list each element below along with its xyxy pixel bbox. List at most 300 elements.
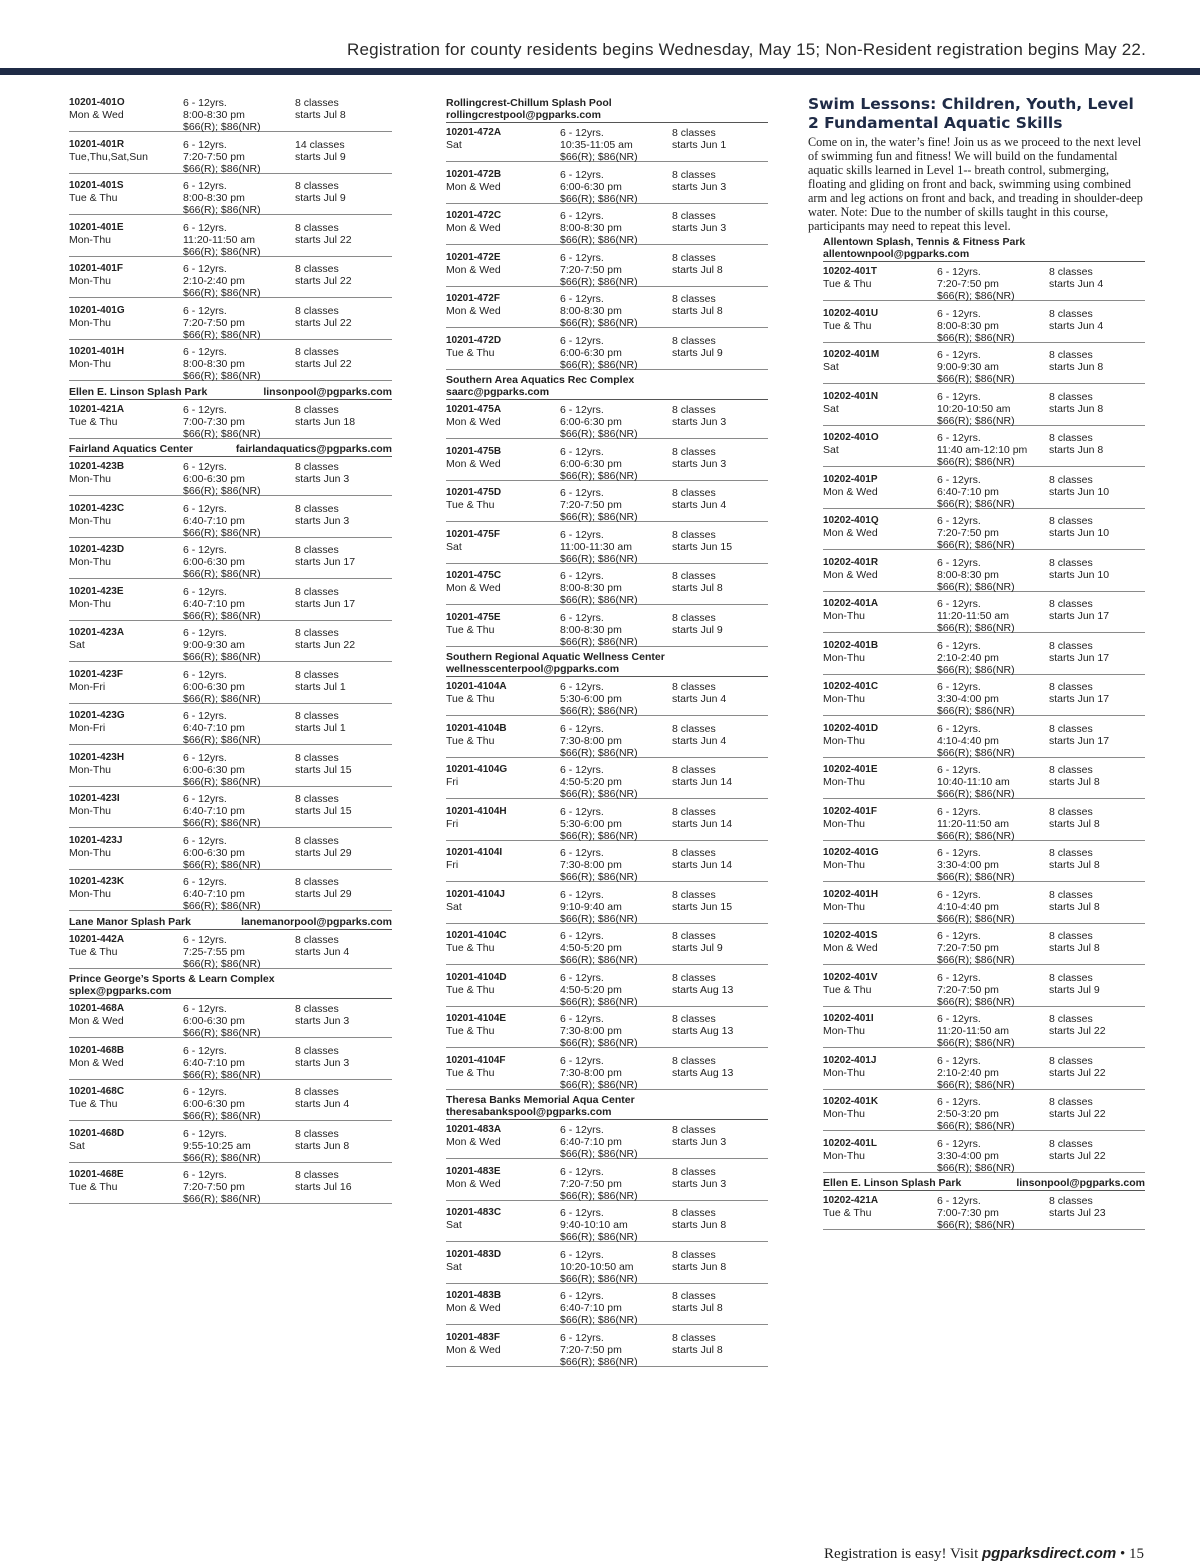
course-code[interactable]: 10201-483C — [446, 1207, 502, 1218]
class-time: 10:40-11:10 am — [937, 776, 1010, 788]
course-code[interactable]: 10201-423G — [69, 710, 125, 721]
listing-id-cell — [823, 1138, 937, 1174]
class-count: 8 classes — [1049, 473, 1093, 486]
class-count: 8 classes — [295, 933, 339, 946]
start-date: starts Jul 22 — [295, 233, 352, 246]
class-time: 7:30-8:00 pm — [560, 734, 622, 747]
age-range: 6 - 12yrs. — [560, 722, 604, 735]
meeting-days: Mon & Wed — [446, 416, 501, 428]
class-count: 8 classes — [295, 544, 339, 556]
class-fee: $66(R); $86(NR) — [183, 328, 261, 341]
course-code[interactable]: 10202-401V — [823, 971, 878, 983]
page-number: 15 — [1129, 1546, 1144, 1562]
location-email[interactable]: wellnesscenterpool@pgparks.com — [446, 663, 620, 675]
class-time: 8:00-8:30 pm — [937, 319, 999, 332]
course-code[interactable]: 10202-401I — [823, 1013, 874, 1024]
start-date: starts Jul 22 — [295, 275, 352, 287]
page-footer — [824, 1545, 1144, 1563]
course-code[interactable]: 10202-401U — [823, 307, 879, 319]
course-code[interactable]: 10201-4104A — [446, 681, 507, 692]
course-code[interactable]: 10201-468C — [69, 1086, 125, 1097]
listing-details-cell — [183, 461, 295, 497]
course-code[interactable]: 10201-423I — [69, 793, 120, 804]
location-email[interactable]: linsonpool@pgparks.com — [263, 385, 392, 398]
course-code[interactable]: 10202-401L — [823, 1137, 877, 1149]
listing-schedule-cell — [672, 764, 768, 800]
course-code[interactable]: 10201-4104B — [446, 722, 507, 734]
class-listing — [446, 208, 768, 245]
meeting-days: Sat — [823, 444, 839, 456]
listing-schedule-cell — [1049, 847, 1145, 883]
start-date: starts Jul 8 — [1049, 859, 1100, 871]
listing-schedule-cell — [295, 1086, 392, 1122]
course-code[interactable]: 10202-401J — [823, 1054, 877, 1066]
listing-id-cell — [823, 972, 937, 1008]
class-listing — [446, 887, 768, 924]
course-code[interactable]: 10201-472F — [446, 293, 500, 304]
listing-schedule-cell — [672, 487, 768, 523]
listing-details-cell — [183, 710, 295, 746]
meeting-days: Mon & Wed — [446, 457, 501, 470]
listing-id-cell — [69, 222, 183, 258]
listing-id-cell — [69, 404, 183, 440]
location-name: Lane Manor Splash Park — [69, 915, 191, 928]
class-time: 6:40-7:10 pm — [183, 514, 245, 527]
location-email[interactable]: theresabankspool@pgparks.com — [446, 1106, 612, 1118]
start-date: starts Jul 9 — [295, 192, 346, 204]
listing-details-cell — [560, 681, 672, 717]
class-time: 6:00-6:30 pm — [183, 680, 245, 693]
listing-id-cell — [69, 544, 183, 580]
meeting-days: Mon-Thu — [823, 651, 866, 664]
course-code[interactable]: 10201-472B — [446, 168, 502, 180]
listing-id-cell — [823, 432, 937, 468]
course-code[interactable]: 10201-4104I — [446, 847, 503, 858]
class-count: 8 classes — [295, 97, 339, 109]
listing-schedule-cell — [295, 305, 392, 341]
start-date: starts Jun 8 — [1049, 402, 1104, 415]
meeting-days: Mon & Wed — [823, 485, 878, 498]
course-code[interactable]: 10201-423H — [69, 751, 125, 763]
footer-website-link[interactable]: pgparksdirect.com — [982, 1545, 1117, 1562]
class-count: 8 classes — [672, 127, 716, 139]
listing-details-cell — [560, 930, 672, 966]
class-count: 8 classes — [295, 180, 339, 192]
course-code[interactable]: 10201-4104J — [446, 888, 505, 900]
age-range: 6 - 12yrs. — [937, 1195, 981, 1207]
class-listing — [446, 444, 768, 481]
listing-schedule-cell — [1049, 764, 1145, 800]
class-count: 8 classes — [672, 930, 716, 942]
listing-id-cell — [446, 252, 560, 288]
age-range: 6 - 12yrs. — [183, 876, 227, 888]
course-code[interactable]: 10202-401T — [823, 266, 877, 277]
class-fee: $66(R); $86(NR) — [183, 609, 261, 622]
start-date: starts Jun 3 — [295, 473, 350, 485]
class-listing — [446, 291, 768, 328]
course-code[interactable]: 10201-4104G — [446, 764, 508, 775]
class-count: 8 classes — [672, 487, 716, 499]
class-time: 6:00-6:30 pm — [183, 846, 245, 859]
listing-details-cell — [183, 1003, 295, 1039]
course-code[interactable]: 10201-423B — [69, 461, 125, 472]
class-listing — [69, 1043, 392, 1080]
age-range: 6 - 12yrs. — [937, 681, 981, 693]
class-time: 11:20-11:50 am — [937, 610, 1009, 622]
listing-details-cell — [560, 1013, 672, 1049]
start-date: starts Jul 22 — [1049, 1066, 1106, 1079]
meeting-days: Tue & Thu — [69, 1181, 118, 1193]
class-fee: $66(R); $86(NR) — [937, 290, 1015, 302]
class-time: 2:50-3:20 pm — [937, 1108, 999, 1120]
course-code[interactable]: 10202-401N — [823, 390, 879, 402]
course-code[interactable]: 10202-401G — [823, 847, 879, 858]
class-count: 14 classes — [295, 138, 345, 151]
section-heading: Swim Lessons: Children, Youth, Level 2 Fundamental Aquatic Skills — [808, 95, 1134, 132]
listing-schedule-cell — [672, 252, 768, 288]
course-code[interactable]: 10201-483B — [446, 1290, 502, 1301]
class-listing — [446, 679, 768, 716]
course-code[interactable]: 10202-421A — [823, 1195, 879, 1206]
class-time: 7:30-8:00 pm — [560, 859, 622, 871]
course-code[interactable]: 10202-401D — [823, 722, 879, 734]
course-code[interactable]: 10201-423F — [69, 668, 123, 680]
course-code[interactable]: 10201-483E — [446, 1165, 501, 1177]
listing-details-cell — [937, 432, 1049, 468]
class-fee: $66(R); $86(NR) — [937, 663, 1015, 676]
course-code[interactable]: 10201-475B — [446, 445, 502, 457]
start-date: starts Jul 9 — [672, 942, 723, 954]
listing-schedule-cell — [295, 404, 392, 440]
course-code[interactable]: 10202-401S — [823, 930, 878, 941]
start-date: starts Jun 1 — [672, 139, 727, 151]
location-email[interactable]: rollingcrestpool@pgparks.com — [446, 109, 601, 121]
age-range: 6 - 12yrs. — [183, 710, 227, 722]
listing-schedule-cell — [672, 1207, 768, 1243]
class-listing — [446, 804, 768, 841]
class-time: 11:20-11:50 am — [937, 817, 1009, 830]
location-row — [823, 1177, 1145, 1189]
start-date: starts Jul 8 — [672, 263, 723, 276]
listing-schedule-cell — [672, 1249, 768, 1285]
start-date: starts Jun 15 — [672, 540, 733, 553]
age-range: 6 - 12yrs. — [937, 888, 981, 901]
course-code[interactable]: 10201-423D — [69, 544, 125, 555]
meeting-days: Mon-Thu — [69, 597, 112, 610]
course-code[interactable]: 10202-401R — [823, 556, 879, 568]
location-email[interactable]: saarc@pgparks.com — [446, 386, 550, 398]
listing-details-cell — [183, 1169, 295, 1205]
course-code[interactable]: 10202-401B — [823, 639, 879, 651]
class-count: 8 classes — [1049, 1054, 1093, 1067]
start-date: starts Jun 4 — [672, 734, 727, 747]
class-listing — [446, 1205, 768, 1242]
course-code[interactable]: 10201-401S — [69, 180, 124, 191]
course-code[interactable]: 10202-401E — [823, 764, 878, 775]
meeting-days: Mon & Wed — [69, 1056, 124, 1069]
course-code[interactable]: 10201-401O — [69, 97, 125, 108]
age-range: 6 - 12yrs. — [560, 570, 604, 582]
course-code[interactable]: 10201-475D — [446, 487, 502, 498]
meeting-days: Mon-Thu — [69, 358, 112, 370]
class-count: 8 classes — [295, 1003, 339, 1015]
meeting-days: Mon-Thu — [823, 900, 866, 913]
listing-schedule-cell — [295, 544, 392, 580]
course-code[interactable]: 10201-423E — [69, 585, 124, 597]
meeting-days: Tue,Thu,Sat,Sun — [69, 150, 148, 163]
course-code[interactable]: 10201-4104H — [446, 805, 507, 817]
course-code[interactable]: 10201-442A — [69, 933, 125, 945]
age-range: 6 - 12yrs. — [183, 346, 227, 358]
class-listing — [823, 762, 1145, 799]
class-listing — [69, 1126, 392, 1163]
meeting-days: Mon & Wed — [446, 1302, 501, 1314]
start-date: starts Jul 9 — [1049, 983, 1100, 996]
class-count: 8 classes — [672, 1013, 716, 1025]
age-range: 6 - 12yrs. — [560, 168, 604, 181]
course-code[interactable]: 10201-4104C — [446, 930, 507, 941]
class-count: 8 classes — [1049, 764, 1093, 776]
listing-schedule-cell — [672, 930, 768, 966]
location-name: Ellen E. Linson Splash Park — [823, 1177, 962, 1189]
location-email[interactable]: fairlandaquatics@pgparks.com — [235, 443, 392, 455]
class-listing — [69, 137, 392, 174]
class-fee: $66(R); $86(NR) — [937, 1219, 1015, 1231]
course-code[interactable]: 10201-401H — [69, 346, 125, 357]
course-code[interactable]: 10201-4104D — [446, 971, 507, 983]
listing-details-cell — [183, 934, 295, 970]
listing-schedule-cell — [295, 793, 392, 829]
class-fee: $66(R); $86(NR) — [183, 121, 261, 133]
listing-schedule-cell — [672, 210, 768, 246]
course-code[interactable]: 10201-475A — [446, 404, 502, 415]
class-fee: $66(R); $86(NR) — [560, 912, 638, 925]
listing-details-cell — [937, 1013, 1049, 1049]
meeting-days: Sat — [446, 1260, 462, 1273]
course-code[interactable]: 10201-423J — [69, 834, 123, 846]
class-time: 8:00-8:30 pm — [560, 623, 622, 636]
class-fee: $66(R); $86(NR) — [937, 331, 1015, 344]
course-code[interactable]: 10202-401Q — [823, 515, 879, 526]
listing-details-cell — [183, 404, 295, 440]
listing-schedule-cell — [1049, 349, 1145, 385]
meeting-days: Mon & Wed — [823, 568, 878, 581]
class-fee: $66(R); $86(NR) — [560, 746, 638, 759]
location-header — [69, 386, 392, 400]
listing-details-cell — [560, 169, 672, 205]
course-code[interactable]: 10201-4104F — [446, 1054, 506, 1066]
listing-schedule-cell — [295, 835, 392, 871]
class-listing — [69, 402, 392, 439]
class-fee: $66(R); $86(NR) — [183, 1110, 261, 1122]
class-listing — [446, 1288, 768, 1325]
class-count: 8 classes — [672, 1207, 716, 1219]
class-time: 7:00-7:30 pm — [183, 415, 245, 428]
course-code[interactable]: 10201-468D — [69, 1127, 125, 1139]
class-time: 6:00-6:30 pm — [183, 556, 245, 568]
age-range: 6 - 12yrs. — [937, 1137, 981, 1150]
class-count: 8 classes — [672, 210, 716, 222]
course-code[interactable]: 10202-401F — [823, 805, 877, 817]
start-date: starts Jun 4 — [672, 499, 727, 511]
course-code[interactable]: 10201-475F — [446, 528, 500, 540]
course-code[interactable]: 10201-401E — [69, 221, 124, 233]
age-range: 6 - 12yrs. — [560, 681, 604, 693]
course-code[interactable]: 10201-4104E — [446, 1013, 507, 1024]
class-fee: $66(R); $86(NR) — [560, 635, 638, 648]
listing-schedule-cell — [295, 222, 392, 258]
class-fee: $66(R); $86(NR) — [937, 995, 1015, 1008]
class-count: 8 classes — [672, 764, 716, 776]
listing-schedule-cell — [672, 1013, 768, 1049]
class-time: 8:00-8:30 pm — [560, 305, 622, 317]
age-range: 6 - 12yrs. — [183, 1003, 227, 1015]
course-code[interactable]: 10202-401K — [823, 1096, 879, 1107]
class-time: 2:10-2:40 pm — [937, 1066, 999, 1079]
listing-schedule-cell — [672, 972, 768, 1008]
course-code[interactable]: 10201-475C — [446, 570, 502, 581]
class-fee: $66(R); $86(NR) — [560, 1078, 638, 1091]
course-code[interactable]: 10201-475E — [446, 611, 501, 623]
listing-id-cell — [446, 1166, 560, 1202]
listing-id-cell — [823, 308, 937, 344]
listing-id-cell — [446, 570, 560, 606]
meeting-days: Sat — [823, 402, 839, 415]
listing-details-cell — [183, 503, 295, 539]
class-count: 8 classes — [1049, 971, 1093, 984]
class-listing — [69, 625, 392, 662]
age-range: 6 - 12yrs. — [937, 266, 981, 278]
course-code[interactable]: 10202-401O — [823, 432, 879, 443]
course-code[interactable]: 10201-483D — [446, 1248, 502, 1260]
course-code[interactable]: 10201-468A — [69, 1003, 125, 1014]
location-name: Ellen E. Linson Splash Park — [69, 385, 208, 398]
listing-id-cell — [446, 487, 560, 523]
start-date: starts Jul 9 — [672, 346, 723, 359]
class-fee: $66(R); $86(NR) — [937, 414, 1015, 427]
class-fee: $66(R); $86(NR) — [183, 427, 261, 440]
meeting-days: Mon-Thu — [69, 233, 112, 246]
class-listing — [446, 485, 768, 522]
listing-id-cell — [446, 723, 560, 759]
start-date: starts Jun 10 — [1049, 568, 1110, 581]
course-code[interactable]: 10201-401G — [69, 304, 125, 316]
class-count: 8 classes — [295, 304, 339, 317]
course-code[interactable]: 10201-472A — [446, 127, 502, 138]
course-code[interactable]: 10201-483F — [446, 1331, 500, 1343]
class-time: 6:00-6:30 pm — [183, 763, 245, 776]
age-range: 6 - 12yrs. — [560, 805, 604, 818]
course-code[interactable]: 10201-423K — [69, 876, 125, 887]
course-code[interactable]: 10202-401A — [823, 598, 879, 609]
course-code[interactable]: 10202-401M — [823, 349, 880, 360]
course-code[interactable]: 10202-401P — [823, 473, 878, 485]
start-date: starts Aug 13 — [672, 983, 734, 996]
course-code[interactable]: 10201-468B — [69, 1044, 125, 1056]
start-date: starts Jun 8 — [672, 1219, 727, 1231]
listing-id-cell — [823, 764, 937, 800]
class-listing — [446, 1053, 768, 1090]
location-email[interactable]: linsonpool@pgparks.com — [1016, 1177, 1145, 1189]
listing-schedule-cell — [1049, 557, 1145, 593]
age-range: 6 - 12yrs. — [560, 764, 604, 776]
listing-id-cell — [823, 723, 937, 759]
listing-schedule-cell — [295, 876, 392, 912]
course-code[interactable]: 10201-421A — [69, 403, 125, 415]
course-code[interactable]: 10201-472E — [446, 251, 501, 263]
course-code[interactable]: 10201-423A — [69, 627, 125, 638]
location-name: Southern Area Aquatics Rec Complex — [446, 374, 635, 386]
location-email[interactable]: splex@pgparks.com — [69, 985, 172, 997]
location-email[interactable]: lanemanorpool@pgparks.com — [241, 915, 392, 928]
location-name: Southern Regional Aquatic Wellness Center — [446, 651, 665, 663]
listing-id-cell — [446, 1332, 560, 1368]
location-header — [446, 1094, 768, 1120]
course-code[interactable]: 10201-401R — [69, 138, 125, 150]
class-count: 8 classes — [295, 751, 339, 764]
course-code[interactable]: 10202-401C — [823, 681, 879, 692]
start-date: starts Jun 18 — [295, 415, 356, 428]
meeting-days: Mon-Thu — [823, 859, 866, 871]
class-fee: $66(R); $86(NR) — [183, 900, 261, 912]
class-time: 6:00-6:30 pm — [183, 1098, 245, 1110]
age-range: 6 - 12yrs. — [183, 502, 227, 515]
class-time: 4:50-5:20 pm — [560, 776, 622, 788]
meeting-days: Sat — [823, 361, 839, 373]
class-fee: $66(R); $86(NR) — [183, 162, 261, 175]
class-count: 8 classes — [1049, 598, 1093, 610]
listing-details-cell — [183, 305, 295, 341]
meeting-days: Mon-Thu — [823, 1149, 866, 1162]
listing-details-cell — [560, 529, 672, 565]
listing-id-cell — [823, 391, 937, 427]
class-count: 8 classes — [672, 1290, 716, 1302]
course-code[interactable]: 10202-401H — [823, 888, 879, 900]
course-code[interactable]: 10201-423C — [69, 502, 125, 514]
course-code[interactable]: 10201-472D — [446, 334, 502, 346]
location-email[interactable]: allentownpool@pgparks.com — [823, 248, 970, 260]
meeting-days: Fri — [446, 817, 459, 830]
start-date: starts Jun 3 — [295, 1015, 350, 1027]
listing-schedule-cell — [1049, 598, 1145, 634]
meeting-days: Mon-Thu — [69, 846, 112, 859]
listing-details-cell — [937, 681, 1049, 717]
listing-id-cell — [446, 1207, 560, 1243]
listing-schedule-cell — [295, 1045, 392, 1081]
course-code[interactable]: 10201-483A — [446, 1124, 502, 1135]
meeting-days: Mon & Wed — [446, 582, 501, 594]
listing-id-cell — [446, 1124, 560, 1160]
location-row — [69, 443, 392, 455]
class-listing — [446, 1122, 768, 1159]
meeting-days: Mon-Thu — [69, 805, 112, 817]
class-count: 8 classes — [295, 461, 339, 473]
location-name: Rollingcrest-Chillum Splash Pool — [446, 97, 612, 109]
listing-id-cell — [69, 934, 183, 970]
class-count: 8 classes — [672, 570, 716, 582]
class-count: 8 classes — [1049, 349, 1093, 361]
age-range: 6 - 12yrs. — [560, 1054, 604, 1067]
class-time: 9:55-10:25 am — [183, 1139, 251, 1152]
course-code[interactable]: 10201-468E — [69, 1169, 124, 1180]
listing-id-cell — [446, 446, 560, 482]
listing-schedule-cell — [295, 139, 392, 175]
class-time: 6:40-7:10 pm — [183, 722, 245, 734]
class-count: 8 classes — [672, 611, 716, 624]
course-code[interactable]: 10201-472C — [446, 210, 502, 221]
listing-details-cell — [183, 97, 295, 133]
course-code[interactable]: 10201-401F — [69, 263, 123, 274]
